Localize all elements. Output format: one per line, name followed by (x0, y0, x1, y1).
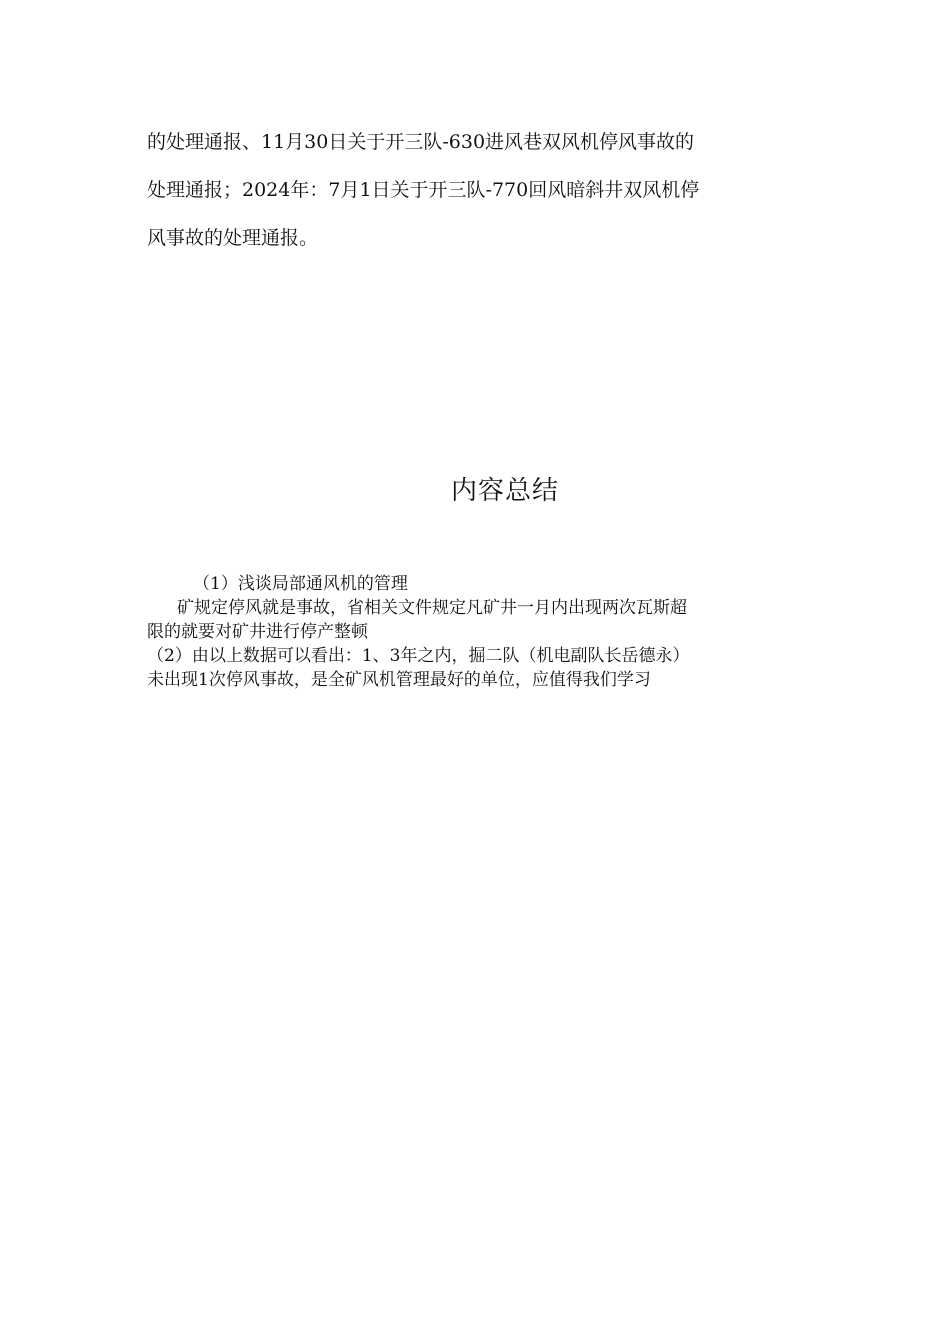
intro-line: 的处理通报、11月30日关于开三队-630进风巷双风机停风事故的 (147, 131, 695, 153)
summary-line: 矿规定停风就是事故，省相关文件规定凡矿井一月内出现两次瓦斯超 (177, 598, 687, 618)
summary-line: 限的就要对矿井进行停产整顿 (147, 622, 368, 642)
summary-line: 未出现1次停风事故，是全矿风机管理最好的单位，应值得我们学习 (147, 670, 651, 690)
intro-line: 风事故的处理通报。 (147, 227, 319, 249)
summary-body (147, 572, 807, 692)
intro-line: 处理通报；2024年：7月1日关于开三队-770回风暗斜井双风机停 (147, 179, 700, 201)
section-title: 内容总结 (450, 476, 559, 506)
summary-line: （2）由以上数据可以看出：1、3年之内，掘二队（机电副队长岳德永） (147, 646, 690, 666)
intro-paragraph (147, 118, 807, 262)
summary-line: （1）浅谈局部通风机的管理 (193, 574, 408, 594)
